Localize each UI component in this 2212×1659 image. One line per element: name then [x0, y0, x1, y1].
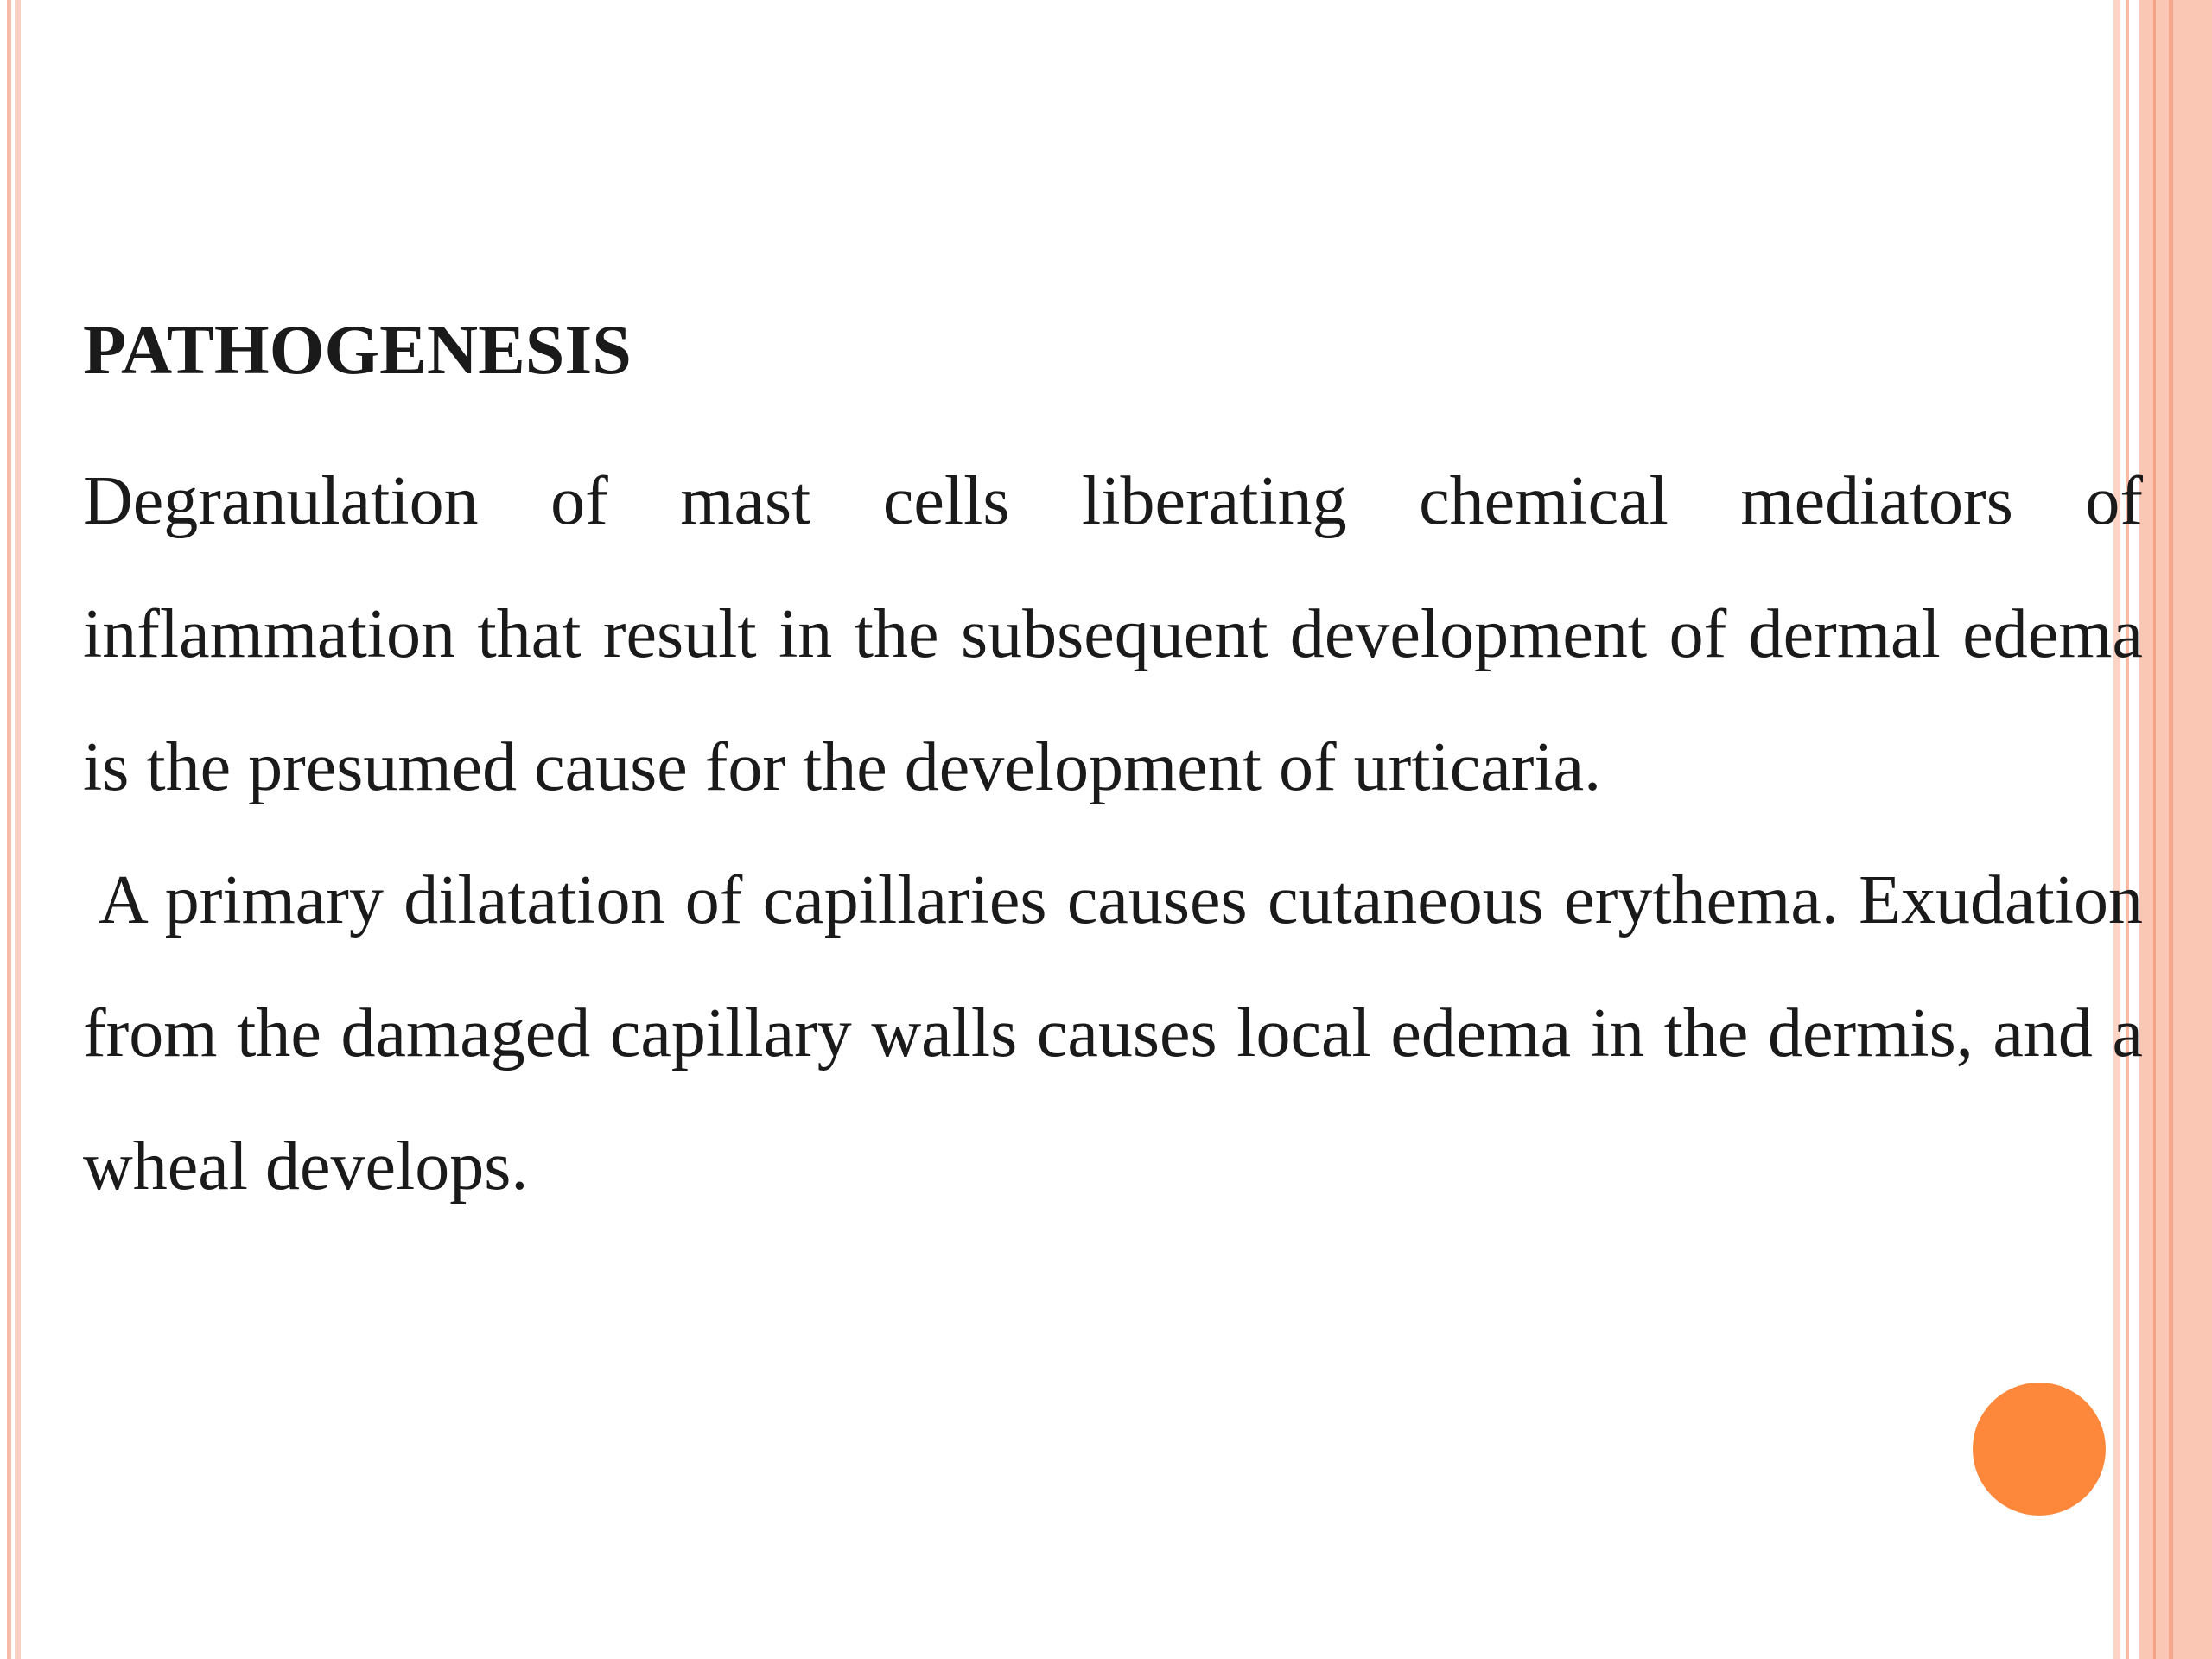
slide-body — [83, 307, 2143, 1233]
left-stripe-inner — [15, 0, 21, 1659]
paragraph-degranulation: Degranulation of mast cells liberating chemical mediators of inflammation that result in the subsequent development of dermal edema is the presumed cause for the development of urticaria. — [83, 463, 2143, 805]
right-band — [2139, 0, 2212, 1659]
right-stripe-3 — [2153, 0, 2156, 1659]
left-stripe-outer — [7, 0, 11, 1659]
right-stripe-4 — [2169, 0, 2173, 1659]
slide-heading: PATHOGENESIS — [83, 310, 632, 389]
paragraph-dilatation: A primary dilatation of capillaries causes cutaneous erythema. Exudation from the damaged capillary walls causes local edema in the dermis, and a wheal develops. — [83, 862, 2143, 1205]
decorative-circle — [1973, 1382, 2106, 1516]
